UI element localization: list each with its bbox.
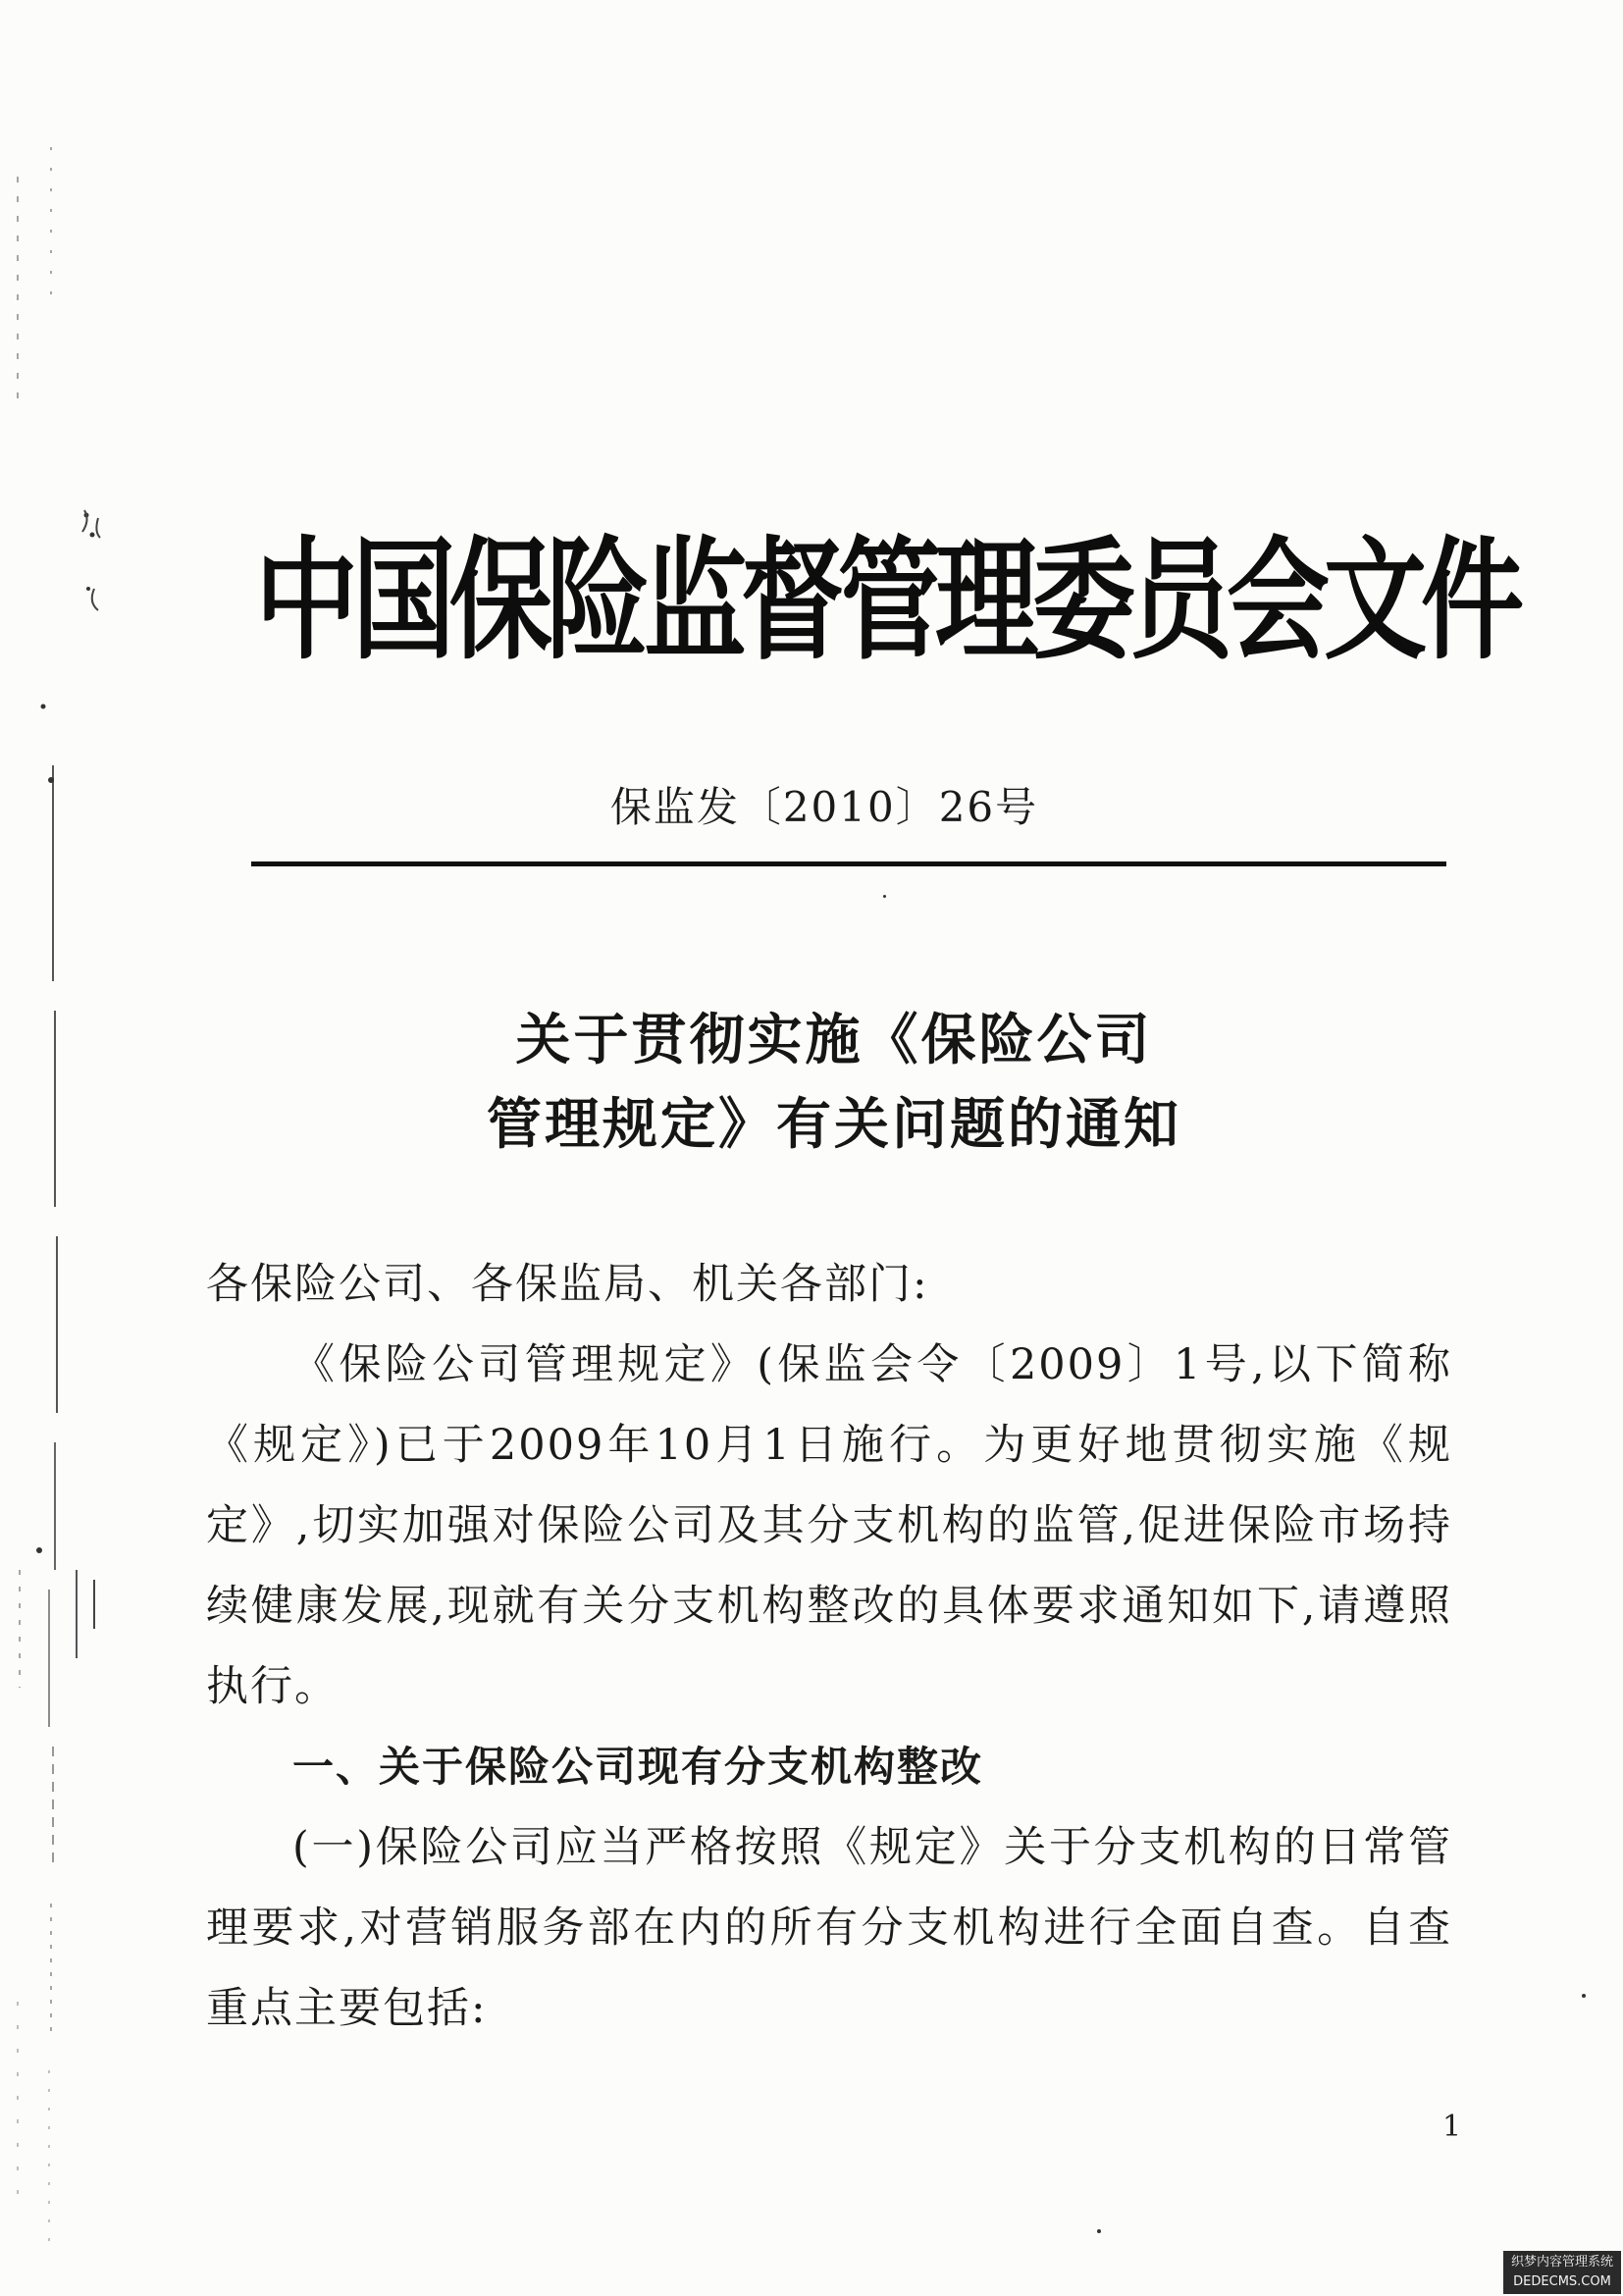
notice-body [206,1244,1452,2049]
watermark-logo [1503,2251,1621,2294]
paragraph-section-1-item-1: (一)保险公司应当严格按照《规定》关于分支机构的日常管理要求,对营销服务部在内的所有分支机构进行全面自查。自查重点主要包括: [206,1823,1452,2033]
paragraph-intro: 《保险公司管理规定》(保监会令〔2009〕1号,以下简称《规定》)已于2009年10月1日施行。为更好地贯彻实施《规定》,切实加强对保险公司及其分支机构的监管,促进保险市场持续健康发展,现就有关分支机构整改的具体要求通知如下,请遵照执行。 [206,1340,1452,1711]
watermark-line-1: 织梦内容管理系统 [1510,2255,1613,2270]
section-heading-1: 一、关于保险公司现有分支机构整改 [292,1743,984,1791]
scan-speck [883,895,886,898]
header-divider [251,861,1446,866]
page-number: 1 [1442,2110,1462,2144]
scan-margin-artifacts [0,0,118,2296]
notice-title-line-1: 关于贯彻实施《保险公司 [515,1009,1153,1072]
salutation: 各保险公司、各保监局、机关各部门: [206,1260,929,1309]
scan-speck [1097,2229,1101,2233]
scan-speck [1582,1994,1586,1998]
document-number: 保监发〔2010〕26号 [609,783,1039,831]
notice-title-line-2: 管理规定》有关问题的通知 [487,1093,1181,1157]
document-masthead: 中国保险监督管理委员会文件 [255,524,1519,678]
watermark-line-2: DEDECMS.COM [1513,2274,1611,2289]
notice-title [294,999,1374,1168]
